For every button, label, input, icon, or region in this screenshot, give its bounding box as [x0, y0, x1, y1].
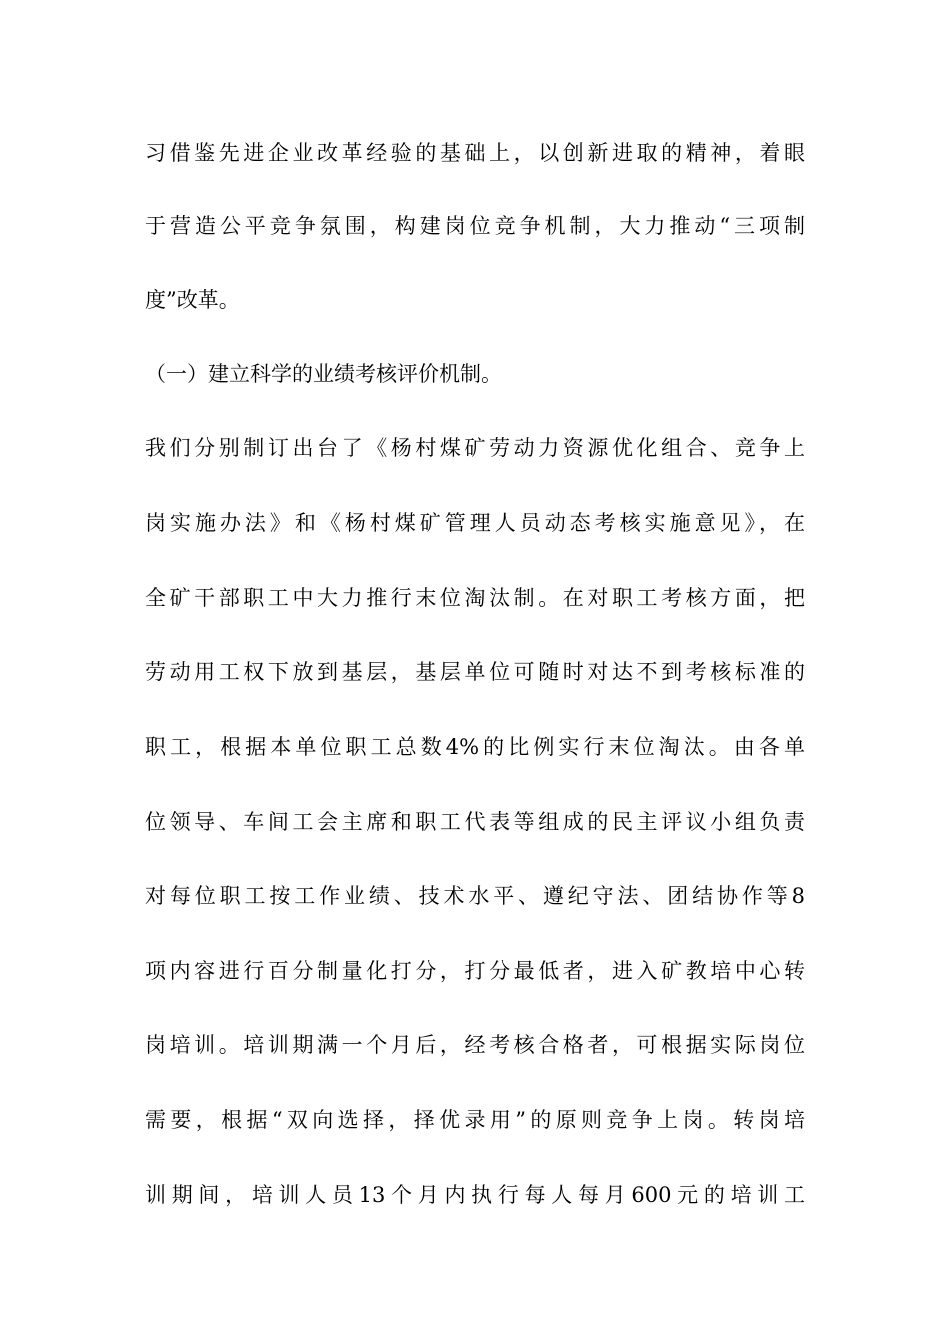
paragraph-line: 我们分别制订出台了《杨村煤矿劳动力资源优化组合、竞争上: [145, 436, 805, 460]
paragraph-line: 职工，根据本单位职工总数4%的比例实行末位淘汰。由各单: [145, 735, 805, 759]
paragraph-line: 劳动用工权下放到基层，基层单位可随时对达不到考核标准的: [145, 660, 805, 684]
paragraph-line: 训期间，培训人员13个月内执行每人每月600元的培训工: [145, 1183, 805, 1207]
paragraph-line: 于营造公平竞争氛围，构建岗位竞争机制，大力推动“三项制: [145, 214, 805, 238]
paragraph-line: 度”改革。: [145, 288, 240, 312]
paragraph-line: 岗实施办法》和《杨村煤矿管理人员动态考核实施意见》，在: [145, 511, 805, 535]
paragraph-line: 项内容进行百分制量化打分，打分最低者，进入矿教培中心转: [145, 959, 805, 983]
paragraph-line: 需要，根据“双向选择，择优录用”的原则竞争上岗。转岗培: [145, 1108, 805, 1132]
paragraph-line: 对每位职工按工作业绩、技术水平、遵纪守法、团结协作等8: [145, 884, 805, 908]
paragraph-line: 岗培训。培训期满一个月后，经考核合格者，可根据实际岗位: [145, 1033, 805, 1057]
paragraph-line: 习借鉴先进企业改革经验的基础上，以创新进取的精神，着眼: [145, 141, 805, 165]
paragraph-line: 全矿干部职工中大力推行末位淘汰制。在对职工考核方面，把: [145, 586, 805, 610]
section-heading: （一）建立科学的业绩考核评价机制。: [145, 362, 502, 386]
paragraph-line: 位领导、车间工会主席和职工代表等组成的民主评议小组负责: [145, 810, 805, 834]
